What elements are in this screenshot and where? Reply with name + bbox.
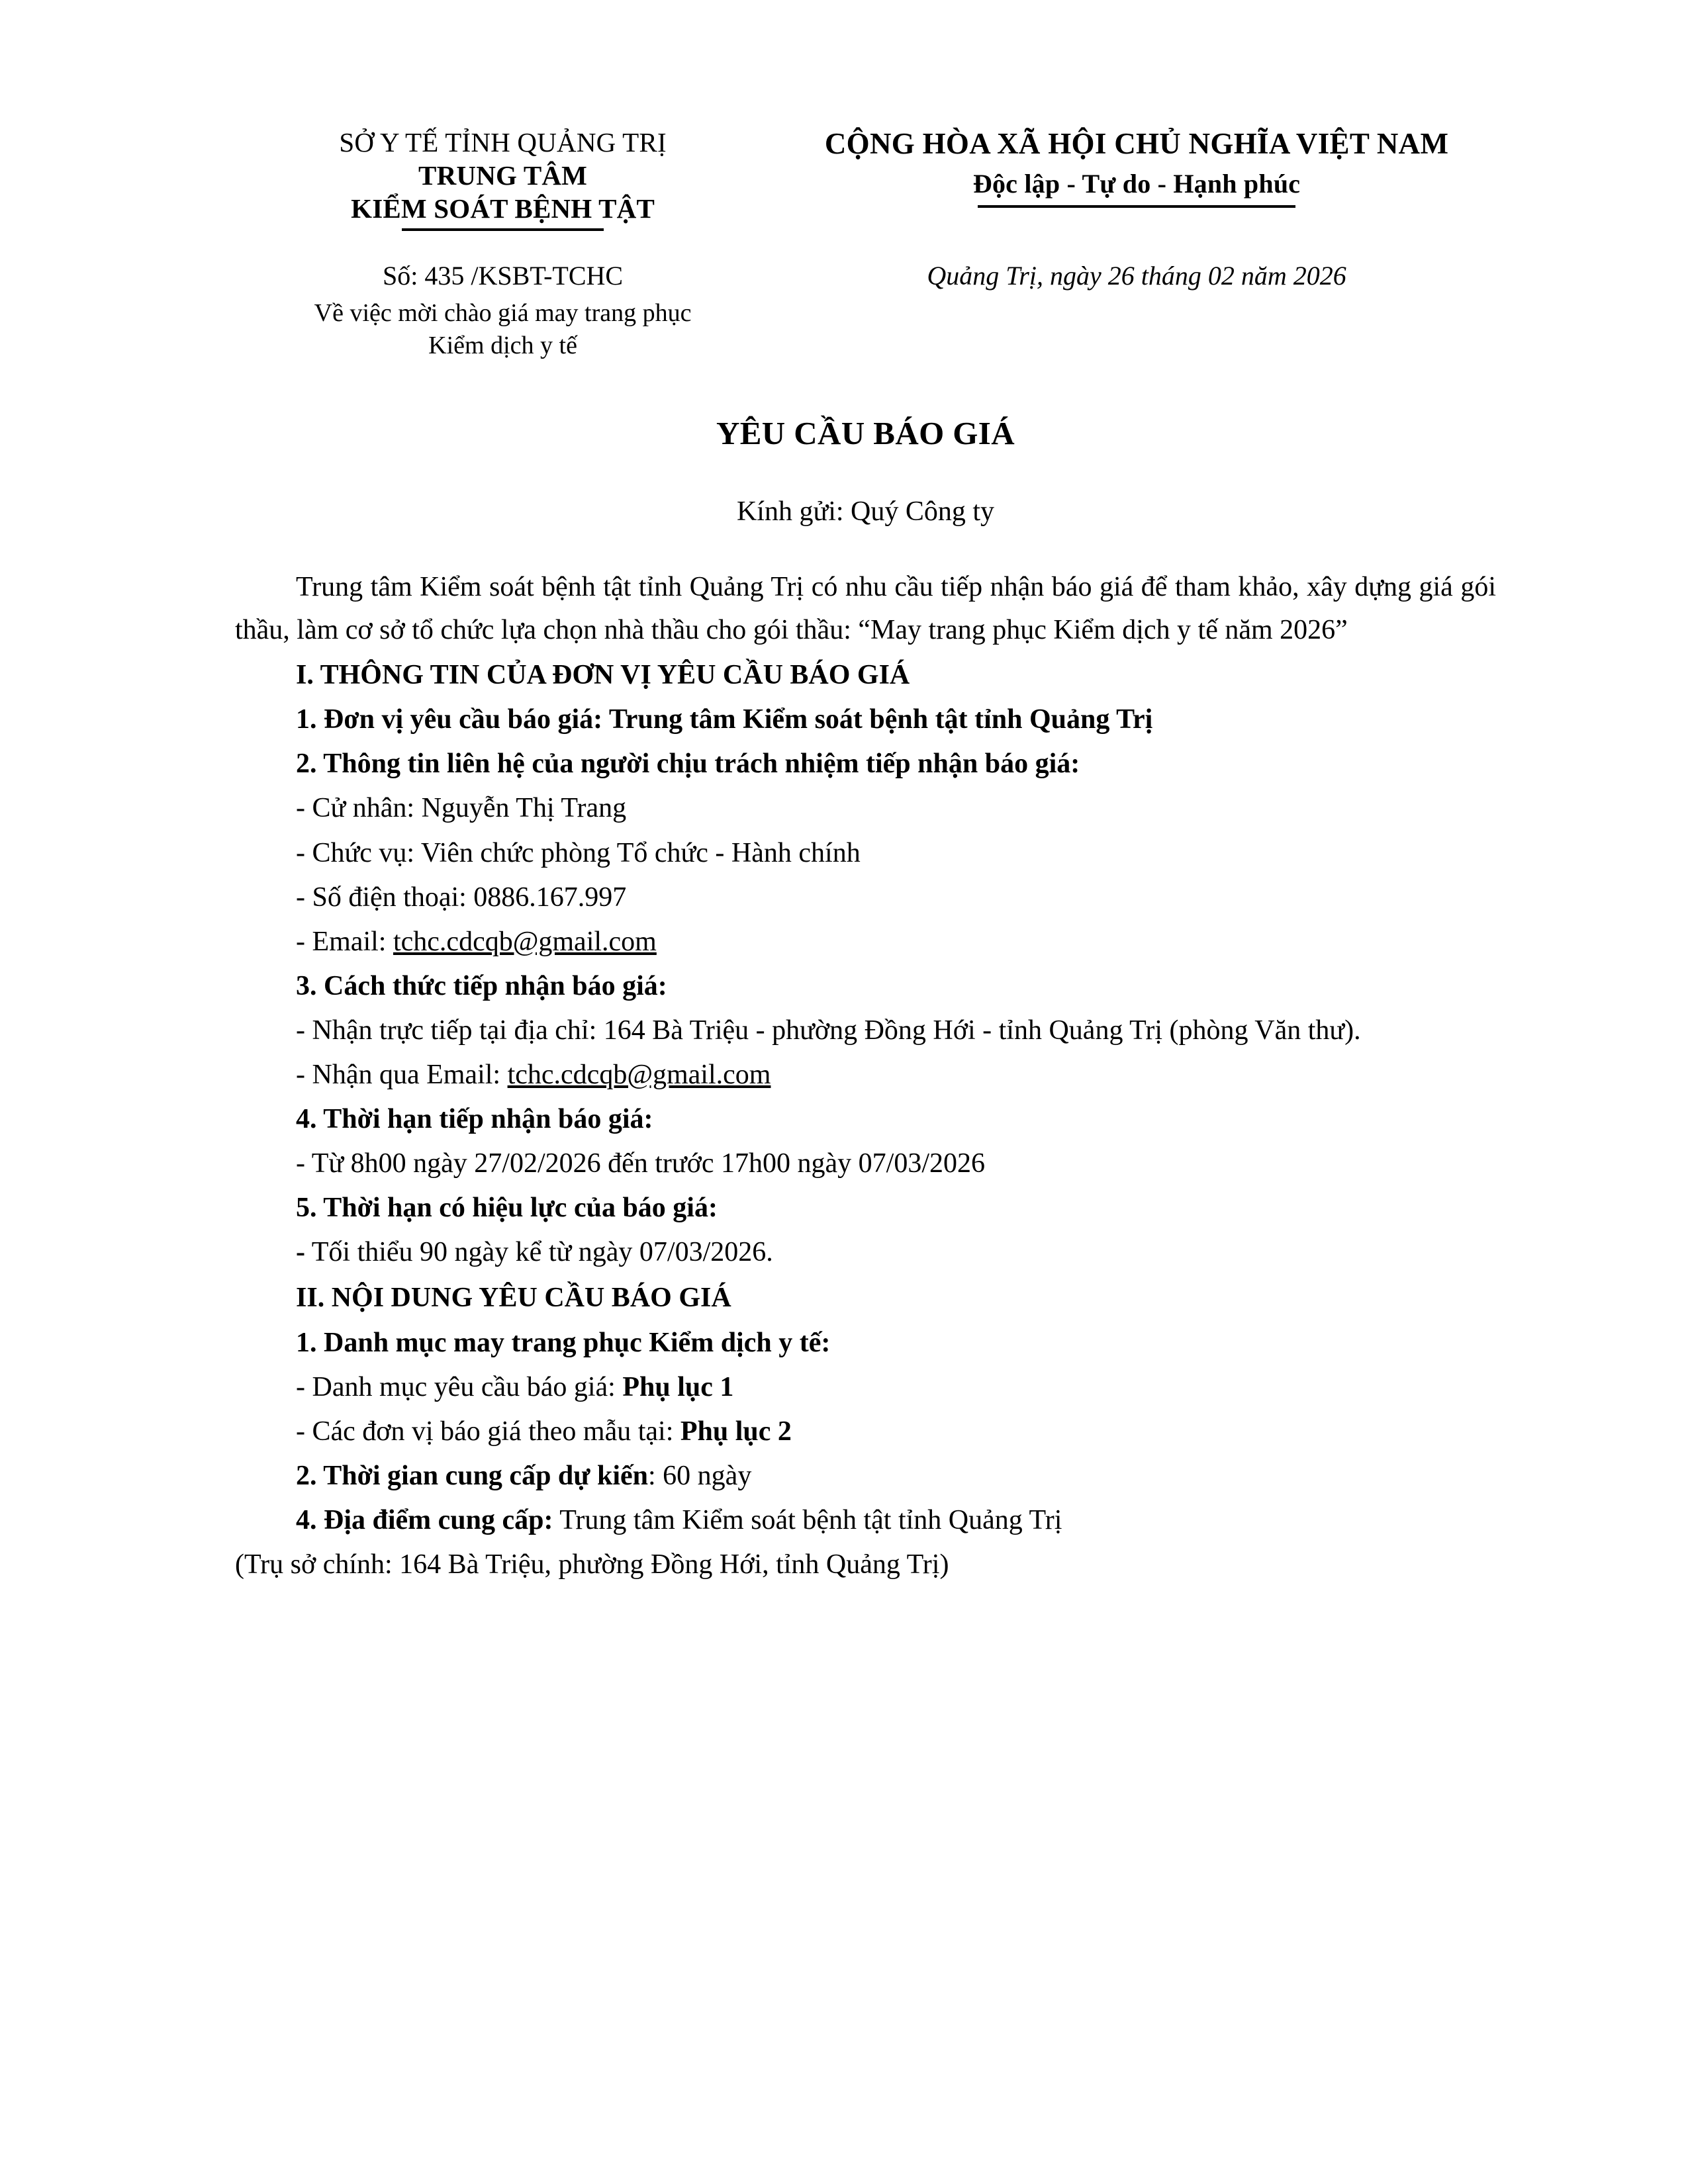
motto-underline-rule	[978, 205, 1295, 208]
receive-in-person: - Nhận trực tiếp tại địa chỉ: 164 Bà Triệu - phường Đồng Hới - tỉnh Quảng Trị (phòng Văn thư).	[296, 1015, 1361, 1046]
contact-email-link[interactable]: tchc.cdcqb@gmail.com	[393, 926, 657, 957]
delivery-time-value: : 60 ngày	[648, 1460, 752, 1491]
organization-name-line1: TRUNG TÂM	[418, 160, 588, 191]
national-title: CỘNG HÒA XÃ HỘI CHỦ NGHĨA VIỆT NAM	[824, 127, 1449, 160]
section-2-item-4	[296, 1499, 1496, 1542]
document-reference-block	[235, 259, 777, 363]
delivery-place-label: 4. Địa điểm cung cấp:	[296, 1504, 553, 1535]
receive-by-email-row	[296, 1054, 1496, 1097]
organization-name	[235, 159, 771, 225]
section-1-item-3: 3. Cách thức tiếp nhận báo giá:	[296, 970, 667, 1001]
parent-authority-name: SỞ Y TẾ TỈNH QUẢNG TRỊ	[339, 127, 667, 158]
delivery-place-value: Trung tâm Kiểm soát bệnh tật tỉnh Quảng Trị	[553, 1504, 1062, 1535]
place-and-date: Quảng Trị, ngày 26 tháng 02 năm 2026	[927, 261, 1346, 291]
appendix-1-row	[296, 1366, 1496, 1409]
appendix-1-label: - Danh mục yêu cầu báo giá:	[296, 1371, 623, 1402]
section-1-heading: I. THÔNG TIN CỦA ĐƠN VỊ YÊU CẦU BÁO GIÁ	[296, 660, 910, 691]
section-1-item-2: 2. Thông tin liên hệ của người chịu trách nhiệm tiếp nhận báo giá:	[296, 749, 1080, 780]
intro-paragraph: Trung tâm Kiểm soát bệnh tật tỉnh Quảng Trị có nhu cầu tiếp nhận báo giá để tham khảo, xây dựng giá gói thầu, làm cơ sở tổ chức lựa chọn nhà thầu cho gói thầu: “May trang phục Kiểm dịch y tế năm 2026”	[235, 571, 1496, 645]
document-subject-line2: Kiểm dịch y tế	[428, 332, 577, 360]
organization-name-line2: KIỂM SOÁT BỆNH TẬT	[351, 193, 655, 224]
delivery-time-label: 2. Thời gian cung cấp dự kiến	[296, 1460, 649, 1491]
appendix-1-value: Phụ lục 1	[622, 1371, 734, 1402]
quote-validity-period: - Tối thiểu 90 ngày kể từ ngày 07/03/2026.	[296, 1237, 773, 1268]
document-subject	[235, 297, 771, 363]
contact-email-label: - Email:	[296, 926, 393, 957]
section-1-item-4: 4. Thời hạn tiếp nhận báo giá:	[296, 1104, 653, 1135]
document-meta-row	[235, 259, 1496, 363]
receive-email-label: - Nhận qua Email:	[296, 1060, 508, 1091]
contact-name: - Cử nhân: Nguyễn Thị Trang	[296, 793, 627, 824]
organization-underline-rule	[402, 228, 604, 231]
national-motto: Độc lập - Tự do - Hạnh phúc	[972, 169, 1301, 199]
contact-phone: - Số điện thoại: 0886.167.997	[296, 882, 627, 913]
headquarters-address: (Trụ sở chính: 164 Bà Triệu, phường Đồng Hới, tỉnh Quảng Trị)	[235, 1549, 949, 1580]
addressee-line: Kính gửi: Quý Công ty	[736, 496, 995, 527]
document-number: Số: 435 /KSBT-TCHC	[383, 261, 624, 291]
appendix-2-row	[296, 1410, 1496, 1453]
appendix-2-label: - Các đơn vị báo giá theo mẫu tại:	[296, 1416, 680, 1447]
document-header	[235, 126, 1496, 231]
issuing-authority-block	[235, 126, 777, 231]
section-2-item-1: 1. Danh mục may trang phục Kiểm dịch y tế:	[296, 1327, 831, 1358]
page-title: YÊU CẦU BÁO GIÁ	[716, 414, 1015, 451]
section-1-item-5: 5. Thời hạn có hiệu lực của báo giá:	[296, 1193, 718, 1224]
submission-deadline: - Từ 8h00 ngày 27/02/2026 đến trước 17h00 ngày 07/03/2026	[296, 1148, 986, 1179]
section-2-heading: II. NỘI DUNG YÊU CẦU BÁO GIÁ	[296, 1283, 731, 1314]
national-heading-block	[777, 126, 1496, 208]
document-subject-line1: Về việc mời chào giá may trang phục	[314, 299, 692, 328]
contact-position: - Chức vụ: Viên chức phòng Tổ chức - Hành chính	[296, 837, 861, 868]
appendix-2-value: Phụ lục 2	[680, 1416, 792, 1447]
contact-email-row	[296, 921, 1496, 964]
receive-email-link[interactable]: tchc.cdcqb@gmail.com	[507, 1060, 771, 1091]
section-1-item-1: 1. Đơn vị yêu cầu báo giá: Trung tâm Kiểm soát bệnh tật tỉnh Quảng Trị	[296, 704, 1153, 735]
section-2-item-2	[296, 1455, 1496, 1498]
